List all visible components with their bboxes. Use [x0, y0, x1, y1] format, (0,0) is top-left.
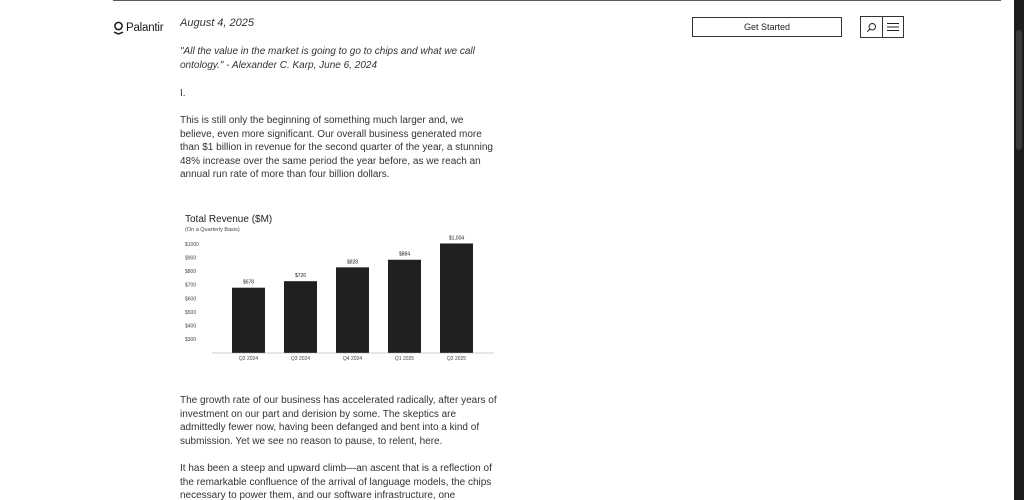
section-heading: I.: [180, 88, 186, 99]
article-paragraph-3: It has been a steep and upward climb—an ascent that is a reflection of the remarkable confluence of the arrival of language models, the chips necessary to power them, and our software infrastructure, one: [180, 463, 492, 500]
y-tick-label: $900: [185, 255, 197, 262]
revenue-bar: [388, 260, 421, 353]
article-quote: "All the value in the market is going to go to chips and what we call ontology." - Alexander C. Karp, June 6, 2024: [180, 46, 475, 71]
search-button[interactable]: [861, 17, 882, 37]
bar-value-label: $678: [242, 279, 255, 286]
x-tick-label: Q1 2025: [394, 356, 415, 362]
revenue-bar: [440, 243, 473, 353]
bar-value-label: $726: [294, 273, 307, 280]
article-date: August 4, 2025: [180, 17, 255, 29]
revenue-bar: [336, 267, 369, 353]
x-tick-label: Q2 2025: [446, 356, 467, 362]
chart-title: Total Revenue ($M): [185, 214, 273, 225]
menu-button[interactable]: [882, 17, 904, 37]
bar-value-label: $1,004: [448, 235, 465, 242]
x-tick-label: Q4 2024: [342, 356, 363, 362]
palantir-logo-icon: [113, 21, 124, 35]
y-tick-label: $400: [185, 323, 197, 330]
menu-icon: [887, 22, 899, 32]
revenue-bar: [284, 281, 317, 353]
revenue-chart: [182, 206, 496, 366]
y-tick-label: $800: [185, 269, 197, 276]
y-tick-label: $700: [185, 282, 197, 289]
article-paragraph-2: The growth rate of our business has accelerated radically, after years of investment on our part and derision by some. The skeptics are admittedly fewer now, having been defanged and bent into a kind of submission. Yet we see no reason to pause, to relent, here.: [180, 395, 497, 447]
article-paragraph-1: This is still only the beginning of something much larger and, we believe, even more significant. Our overall business generated more than $1 billion in revenue for the second quarter of the year, a stunning 48% increase over the same period the year before, as we reach an annual run rate of more than four billion dollars.: [180, 115, 493, 180]
y-tick-label: $600: [185, 296, 197, 303]
scrollbar-thumb[interactable]: [1016, 30, 1022, 150]
revenue-bar: [232, 288, 265, 353]
logo[interactable]: [113, 20, 163, 36]
get-started-button[interactable]: Get Started: [692, 17, 842, 37]
top-divider: [113, 0, 1001, 1]
bar-value-label: $828: [346, 259, 359, 266]
bar-value-label: $884: [398, 251, 411, 258]
y-tick-label: $300: [185, 337, 197, 343]
page-scrollbar[interactable]: [1014, 0, 1024, 500]
header-icon-group: [860, 16, 904, 38]
x-tick-label: Q2 2024: [238, 356, 259, 362]
y-tick-label: $1000: [185, 242, 199, 248]
search-icon: [866, 22, 877, 33]
x-tick-label: Q3 2024: [290, 356, 311, 362]
y-tick-label: $500: [185, 309, 197, 316]
logo-text: Palantir: [126, 22, 164, 34]
chart-subtitle: (On a Quarterly Basis): [185, 227, 240, 233]
